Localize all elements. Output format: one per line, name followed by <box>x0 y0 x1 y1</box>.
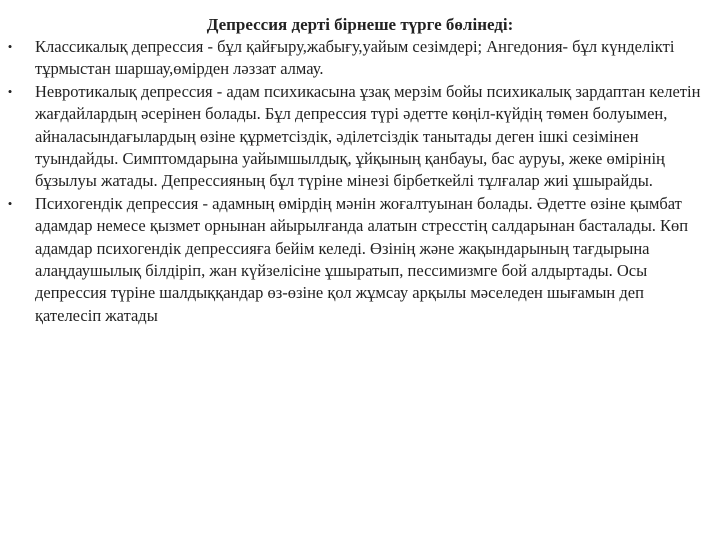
list-item-neurotic <box>0 81 720 193</box>
bullet-list <box>0 36 720 327</box>
bullet-icon: • <box>7 39 13 54</box>
list-item-classical <box>0 36 720 81</box>
bullet-icon: • <box>7 195 13 211</box>
list-item-text: Классикалық депрессия - бұл қайғыру,жабығу,уайым сезімдері; Ангедония- бұл күнделікті тұрмыстан шаршау,өмірден ләззат алмау. <box>35 37 675 79</box>
list-item-text: Психогендік депрессия - адамның өмірдің мәнін жоғалтуынан болады. Әдетте өзіне қымбат адамдар немесе қызмет орнынан айырылғанда алатын стресстің салдарынан басталады. Көп адамдар психогендік депрессияға бейім келеді. Өзінің және жақындарының тағдырына алаңдаушылық білдіріп, жан күйзелісіне ұшыратып, пессимизмге бой алдыртады. Осы депрессия түріне шалдыққандар өз-өзіне қол жұмсау арқылы мәселеден шығамын деп қателесіп жатады <box>35 193 689 325</box>
slide-title: Депрессия дерті бірнеше түрге бөлінеді: <box>206 15 514 34</box>
bullet-icon: • <box>7 83 13 99</box>
list-item-psychogenic <box>0 193 720 327</box>
list-item-text: Невротикалық депрессия - адам психикасына ұзақ мерзім бойы психикалық зардаптан келетін жағдайлардың әсерінен болады. Бұл депрессия түрі әдетте көңіл-күйдің төмен болуымен, айналасындағылардың өзіне құрметсіздік, әділетсіздік танытады деген ішкі сезімінен туындайды. Симптомдарына уайымшылдық, ұйқының қанбауы, бас ауруы, жеке өмірінің бұзылуы жатады. Депрессияның бұл түріне мінезі бірбеткейлі тұлғалар жиі ұшырайды. <box>35 81 701 191</box>
